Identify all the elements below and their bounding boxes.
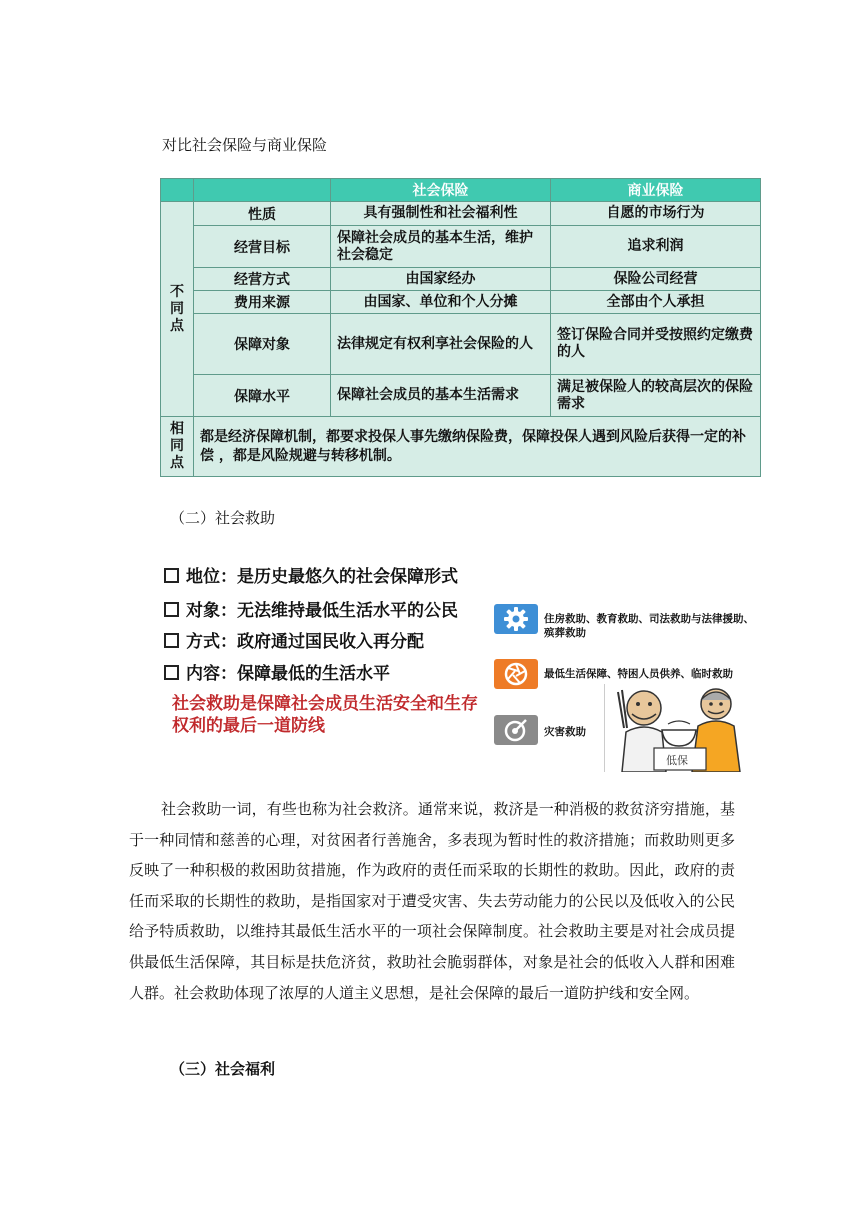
checkbox-icon xyxy=(164,633,179,648)
table-row xyxy=(161,375,761,417)
row-commercial: 满足被保险人的较高层次的保险需求 xyxy=(551,375,761,417)
row-commercial: 签订保险合同并受按照约定缴费的人 xyxy=(551,314,761,375)
table-row xyxy=(161,226,761,268)
row-item: 保障对象 xyxy=(194,314,331,375)
table-header-cell xyxy=(194,179,331,202)
bullet-item: 地位：是历史最悠久的社会保障形式 xyxy=(164,562,458,587)
bullet-item: 内容：保障最低的生活水平 xyxy=(164,659,390,684)
row-social: 保障社会成员的基本生活需求 xyxy=(331,375,551,417)
row-commercial: 追求利润 xyxy=(551,226,761,268)
row-item: 性质 xyxy=(194,202,331,226)
body-paragraph xyxy=(129,794,735,1008)
row-social: 由国家、单位和个人分摊 xyxy=(331,291,551,314)
badge-label: 最低生活保障、特困人员供养、临时救助 xyxy=(544,668,733,680)
diff-label: 不 同 点 xyxy=(161,202,194,417)
row-commercial: 全部由个人承担 xyxy=(551,291,761,314)
elderly-couple-illustration xyxy=(604,684,750,772)
table-header-row xyxy=(161,179,761,202)
highlight-text: 社会救助是保障社会成员生活安全和生存权利的最后一道防线 xyxy=(172,694,478,736)
table-header-cell xyxy=(161,179,194,202)
section3-title: （三）社会福利 xyxy=(170,1060,276,1078)
table-row xyxy=(161,314,761,375)
badge-label: 灾害救助 xyxy=(544,726,586,738)
table-header-social: 社会保险 xyxy=(331,179,551,202)
gear-icon xyxy=(502,606,530,632)
row-item: 经营目标 xyxy=(194,226,331,268)
row-commercial: 自愿的市场行为 xyxy=(551,202,761,226)
row-social: 保障社会成员的基本生活，维护社会稳定 xyxy=(331,226,551,268)
target-badge xyxy=(494,715,538,745)
checkbox-icon xyxy=(164,568,179,583)
section-title: 对比社会保险与商业保险 xyxy=(162,136,328,154)
row-item: 费用来源 xyxy=(194,291,331,314)
row-item: 经营方式 xyxy=(194,268,331,291)
comparison-table xyxy=(160,178,761,477)
elderly-couple-icon xyxy=(604,684,750,772)
target-icon xyxy=(502,717,530,743)
cartoon-text: 低保 xyxy=(666,754,688,767)
same-text: 都是经济保障机制，都要求投保人事先缴纳保险费，保障投保人遇到风险后获得一定的补偿 ，都是风险规避与转移机制。 xyxy=(194,417,761,477)
bullet-item: 方式：政府通过国民收入再分配 xyxy=(164,627,424,652)
gear-badge xyxy=(494,604,538,634)
table-row-same xyxy=(161,417,761,477)
aperture-badge xyxy=(494,659,538,689)
section2-title: （二）社会救助 xyxy=(170,509,276,527)
table-row xyxy=(161,268,761,291)
aperture-icon xyxy=(502,661,530,687)
table-row xyxy=(161,291,761,314)
row-social: 具有强制性和社会福利性 xyxy=(331,202,551,226)
row-social: 法律规定有权利享社会保险的人 xyxy=(331,314,551,375)
row-commercial: 保险公司经营 xyxy=(551,268,761,291)
checkbox-icon xyxy=(164,665,179,680)
checkbox-icon xyxy=(164,602,179,617)
paragraph-text: 社会救助一词，有些也称为社会救济。通常来说，救济是一种消极的救贫济穷措施，基于一种同情和慈善的心理，对贫困者行善施舍，多表现为暂时性的救济措施；而救助则更多反映了一种积极的救困助贫措施，作为政府的责任而采取的长期性的救助。因此，政府的责任而采取的长期性的救助，是指国家对于遭受灾害、失去劳动能力的公民以及低收入的公民给予特质救助，以维持其最低生活水平的一项社会保障制度。社会救助主要是对社会成员提供最低生活保障，其目标是扶危济贫，救助社会脆弱群体，对象是社会的低收入人群和困难人群。社会救助体现了浓厚的人道主义思想，是社会保障的最后一道防护线和安全网。 xyxy=(129,800,735,1002)
row-social: 由国家经办 xyxy=(331,268,551,291)
row-item: 保障水平 xyxy=(194,375,331,417)
badge-label: 住房救助、教育救助、司法救助与法律援助、殡葬救助 xyxy=(544,613,754,639)
table-row xyxy=(161,202,761,226)
bullet-item: 对象：无法维持最低生活水平的公民 xyxy=(164,596,458,621)
table-header-commercial: 商业保险 xyxy=(551,179,761,202)
same-label: 相 同 点 xyxy=(161,417,194,477)
